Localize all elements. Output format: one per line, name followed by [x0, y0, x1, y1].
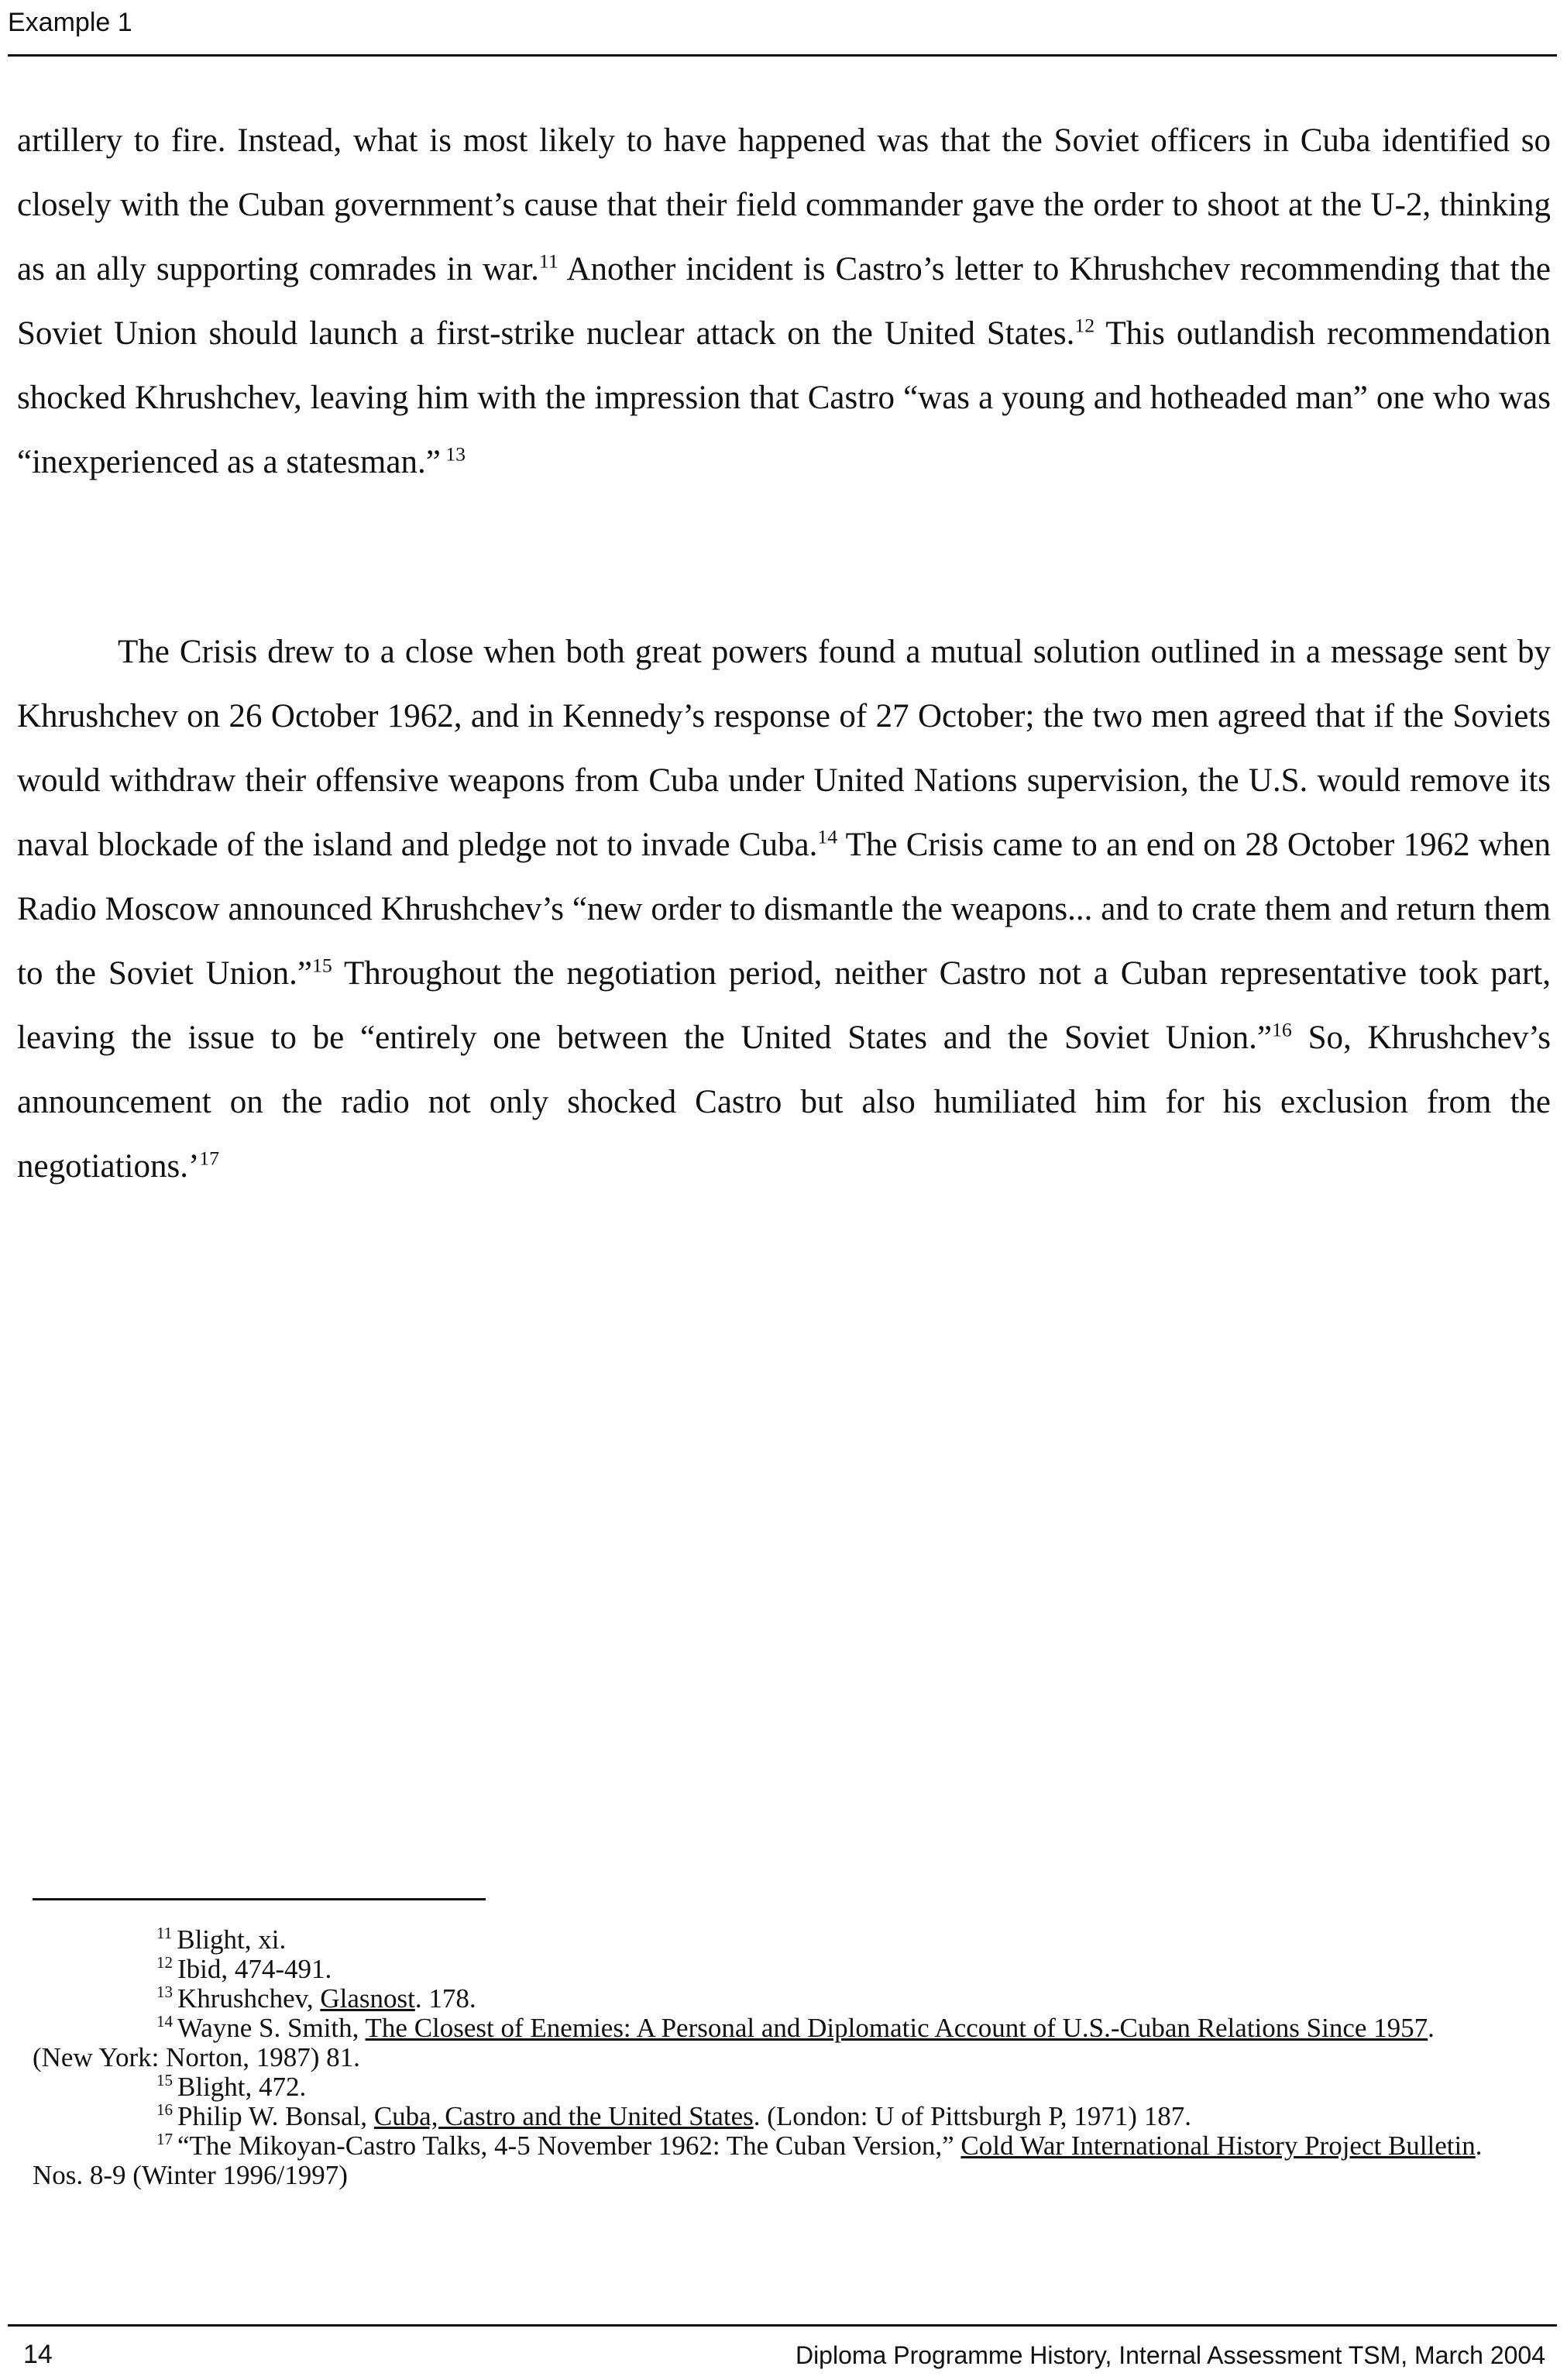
footnote-text: Khrushchev,	[177, 1983, 321, 2014]
paragraph-1	[17, 108, 1551, 494]
footnote-14	[33, 2014, 1489, 2072]
text-run: The Crisis drew to a close when both great powers found a mutual solution outlined in a message sent by Khrushchev on 26 October 1962, and in Kennedy’s response of 27 October; the two men agreed that if the Soviets would withdraw their offensive weapons from Cuba under United Nations supervision, the U.S. would remove its naval blockade of the island and pledge not to invade Cuba.	[17, 634, 1551, 863]
text-run: This outlandish recommendation shocked Khrushchev, leaving him with the impression that Castro “was a young and hotheaded man” one who was “inexperienced as a statesman.”	[17, 315, 1551, 480]
footnote-separator	[33, 1898, 486, 1900]
header-label: Example 1	[8, 8, 132, 37]
footnote-number: 15	[156, 2071, 173, 2090]
footnote-16	[33, 2102, 1489, 2131]
footnote-ref: 14	[817, 825, 838, 848]
footnote-ref: 17	[199, 1147, 220, 1170]
footnote-text: Ibid, 474-491.	[177, 1954, 332, 1984]
footnote-15	[33, 2072, 1489, 2102]
paragraph-2	[17, 620, 1551, 1199]
footnote-number: 13	[156, 1983, 173, 2002]
text-run: So, Khrushchev’s announcement on the radio not only shocked Castro but also humiliated him for his exclusion from the negotiations.’	[17, 1020, 1552, 1185]
footnote-text: Blight, xi.	[177, 1924, 287, 1955]
footnote-ref: 15	[312, 954, 332, 977]
footnote-source-title: The Closest of Enemies: A Personal and Diplomatic Account of U.S.-Cuban Relations Since 1957	[365, 2013, 1428, 2043]
header-rule	[8, 54, 1557, 57]
footnote-13	[33, 1984, 1489, 2014]
footnote-source-title: Glasnost	[320, 1983, 415, 2014]
footnote-11	[33, 1925, 1489, 1955]
footnote-text: . (London: U of Pittsburgh P, 1971) 187.	[753, 2101, 1191, 2131]
footnote-number: 11	[156, 1924, 173, 1943]
footnote-text: . 178.	[414, 1983, 476, 2014]
text-run: The Crisis came to an end on 28 October 1962 when Radio Moscow announced Khrushchev’s “new order to dismantle the weapons... and to crate them and return them to the Soviet Union.”	[17, 827, 1551, 992]
footer-title: Diploma Programme History, Internal Assessment TSM, March 2004	[795, 2341, 1545, 2369]
footnote-text: . Nos. 8-9 (Winter 1996/1997)	[33, 2131, 1483, 2190]
footnote-source-title: Cold War International History Project Bulletin	[960, 2131, 1476, 2161]
footnote-number: 17	[156, 2130, 173, 2149]
footnote-ref: 12	[1074, 314, 1095, 337]
footnote-number: 12	[156, 1953, 173, 1972]
footnote-source-title: Cuba, Castro and the United States	[373, 2101, 754, 2131]
footnote-text: Blight, 472.	[177, 2072, 307, 2102]
text-run: Throughout the negotiation period, neither Castro not a Cuban representative took part, leaving the issue to be “entirely one between the United States and the Soviet Union.”	[17, 955, 1551, 1056]
footnote-12	[33, 1955, 1489, 1984]
footnote-text: . (New York: Norton, 1987) 81.	[33, 2013, 1435, 2072]
footnote-17	[33, 2131, 1489, 2190]
footer-rule	[8, 2324, 1557, 2327]
footnote-text: Wayne S. Smith,	[177, 2013, 366, 2043]
footnote-ref: 11	[538, 249, 558, 273]
text-run: Another incident is Castro’s letter to Khrushchev recommending that the Soviet Union should launch a first-strike nuclear attack on the United States.	[17, 251, 1551, 352]
footnote-text: “The Mikoyan-Castro Talks, 4-5 November 1962: The Cuban Version,”	[177, 2131, 961, 2161]
footnote-text: Philip W. Bonsal,	[177, 2101, 374, 2131]
footnotes-list	[33, 1925, 1489, 2190]
text-run: artillery to fire. Instead, what is most likely to have happened was that the Soviet officers in Cuba identified so closely with the Cuban government’s cause that their field commander gave the order to shoot at the U-2, thinking as an ally supporting comrades in war.	[17, 122, 1551, 287]
footnote-ref: 13	[440, 442, 466, 466]
footnote-number: 16	[156, 2100, 173, 2120]
page-number: 14	[23, 2340, 53, 2369]
footnote-number: 14	[156, 2012, 173, 2031]
footnote-ref: 16	[1272, 1018, 1292, 1041]
